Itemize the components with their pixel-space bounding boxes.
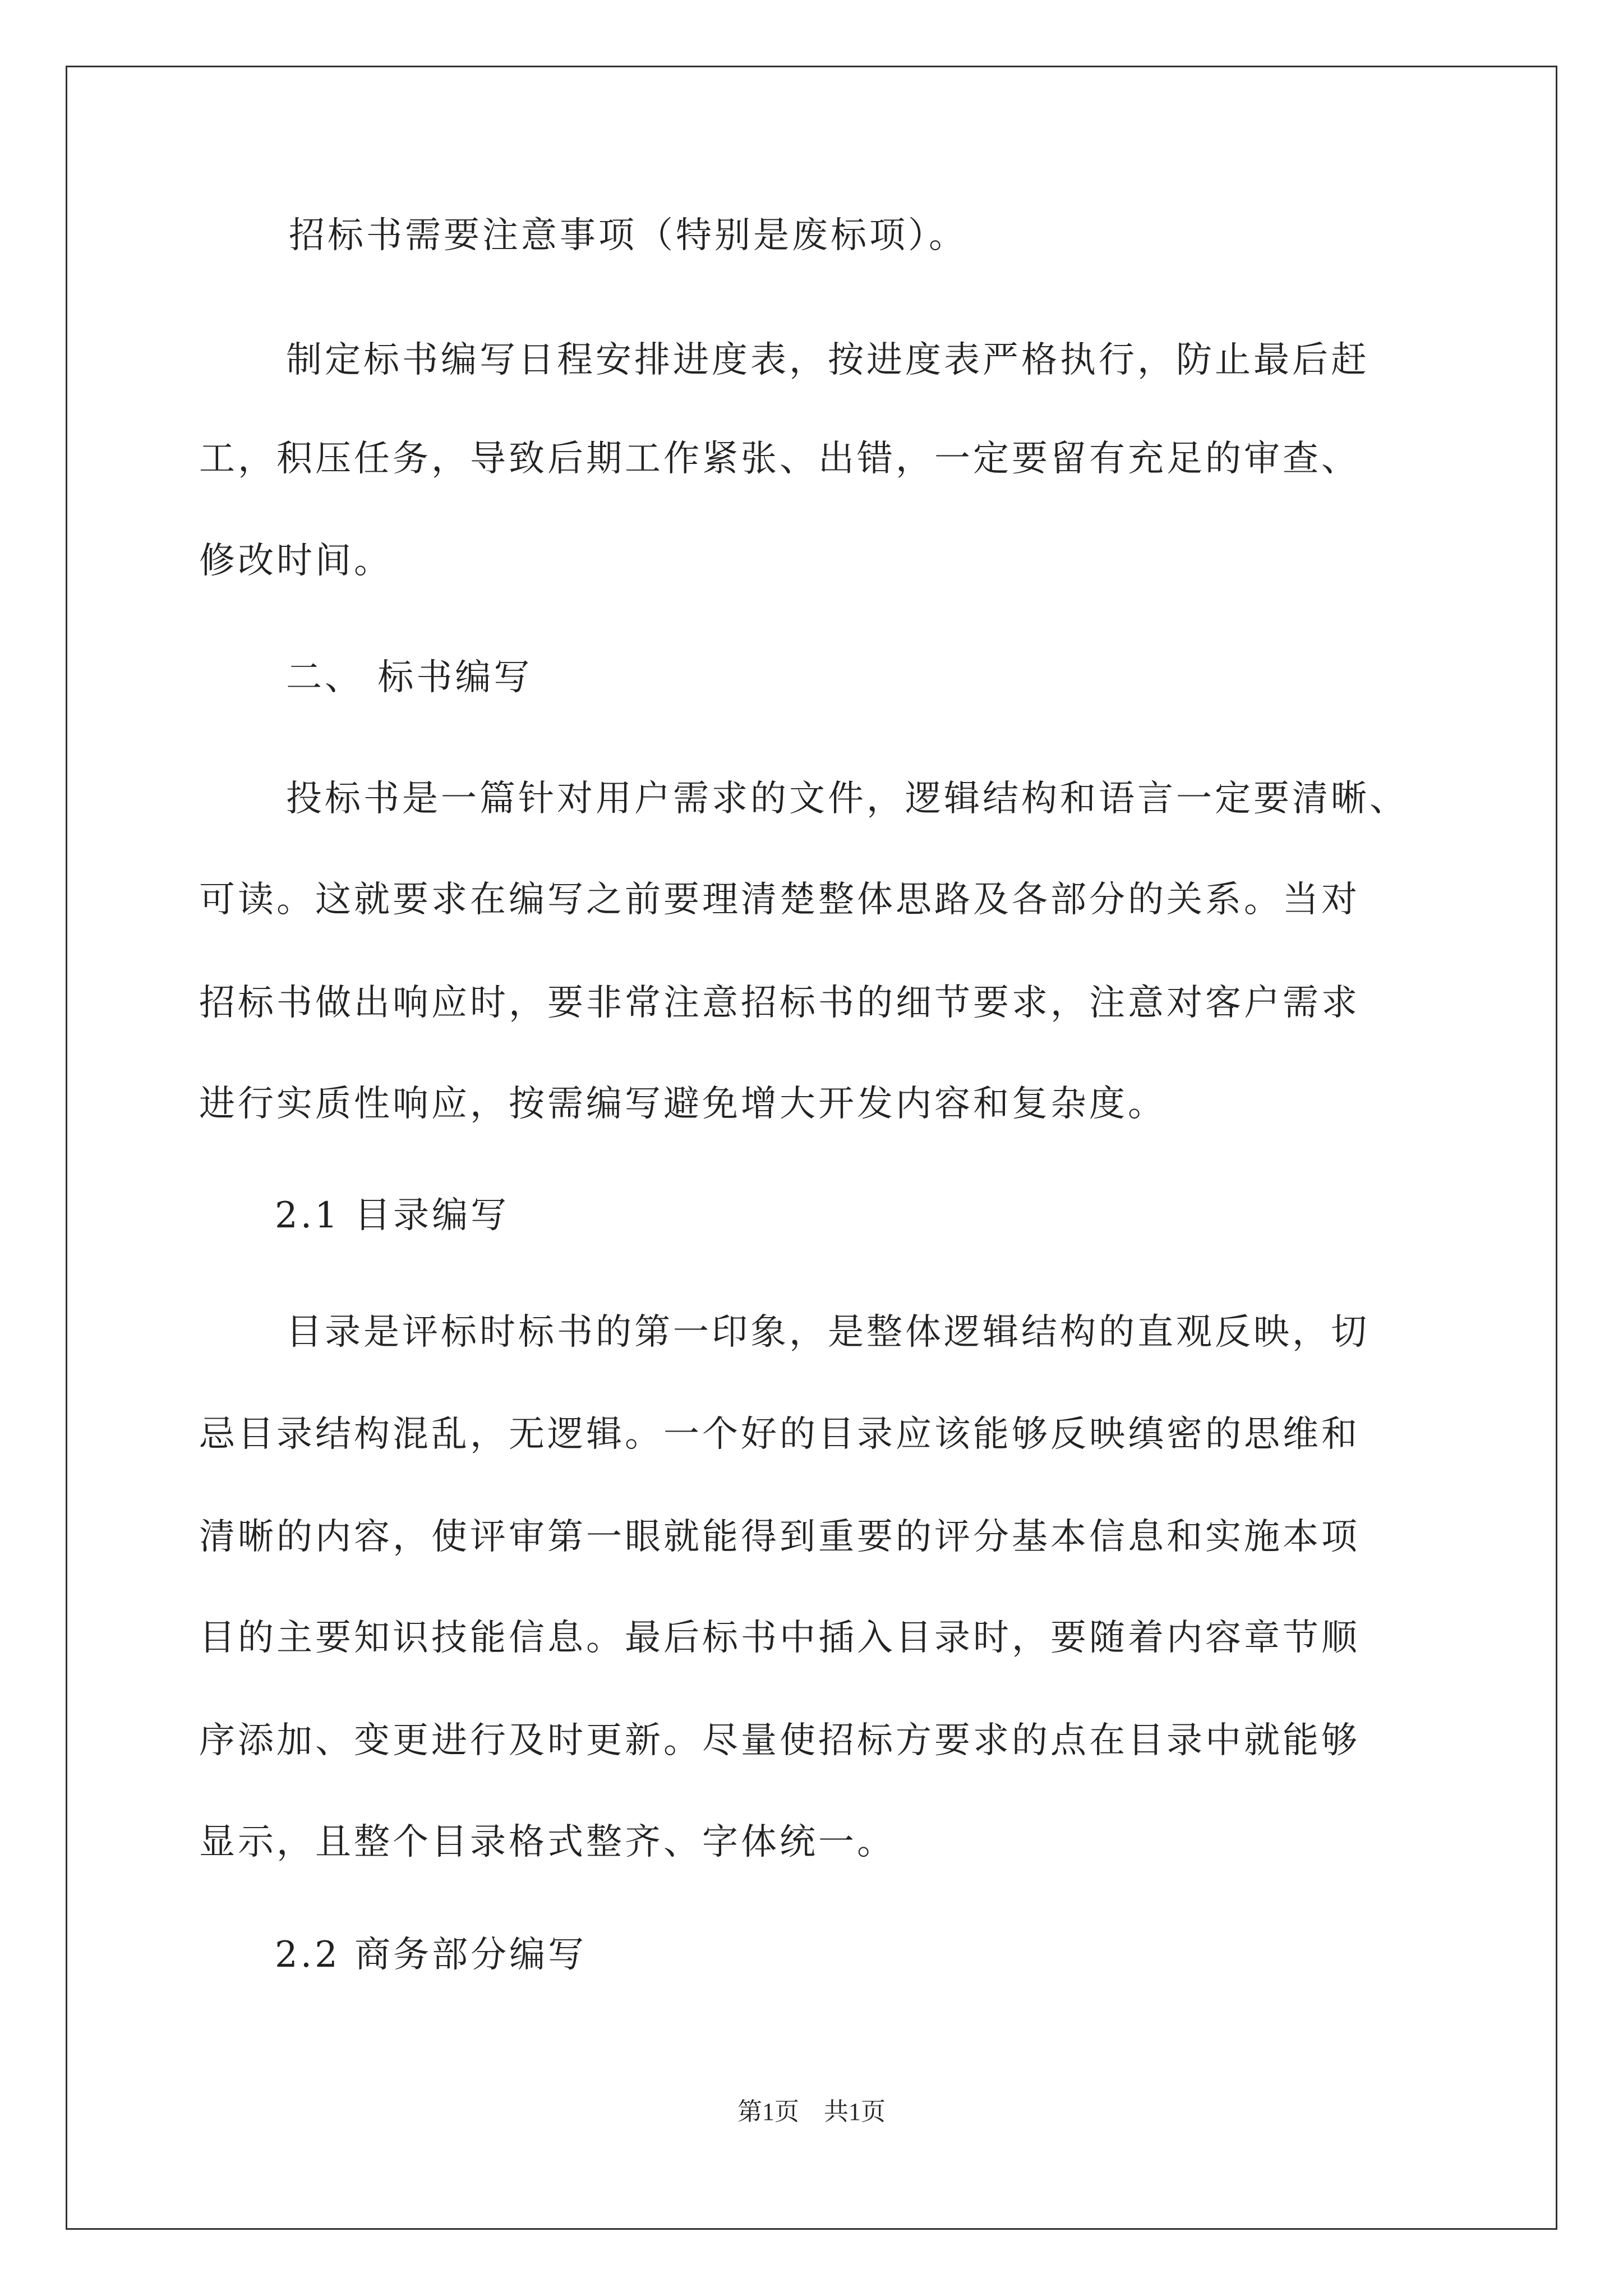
page-border — [66, 66, 1557, 2230]
paragraph-line: 招标书做出响应时，要非常注意招标书的细节要求，注意对客户需求 — [199, 982, 1360, 1024]
paragraph-line: 招标书需要注意事项（特别是废标项）。 — [289, 215, 967, 256]
subsection-heading: 2.2 商务部分编写 — [275, 1934, 587, 1976]
paragraph-line: 清晰的内容，使评审第一眼就能得到重要的评分基本信息和实施本项 — [199, 1516, 1360, 1558]
subsection-heading: 2.1 目录编写 — [275, 1195, 510, 1236]
paragraph-line: 制定标书编写日程安排进度表，按进度表严格执行，防止最后赶 — [286, 339, 1370, 381]
paragraph-line: 目录是评标时标书的第一印象，是整体逻辑结构的直观反映，切 — [286, 1312, 1370, 1353]
paragraph-line: 序添加、变更进行及时更新。尽量使招标方要求的点在目录中就能够 — [199, 1720, 1360, 1761]
paragraph-line: 忌目录结构混乱，无逻辑。一个好的目录应该能够反映缜密的思维和 — [199, 1414, 1360, 1455]
paragraph-line: 显示，且整个目录格式整齐、字体统一。 — [199, 1821, 896, 1863]
paragraph-line: 投标书是一篇针对用户需求的文件，逻辑结构和语言一定要清晰、 — [286, 778, 1408, 820]
paragraph-line: 可读。这就要求在编写之前要理清楚整体思路及各部分的关系。当对 — [199, 879, 1360, 921]
paragraph-line: 目的主要知识技能信息。最后标书中插入目录时，要随着内容章节顺 — [199, 1617, 1360, 1659]
paragraph-line: 进行实质性响应，按需编写避免增大开发内容和复杂度。 — [199, 1083, 1166, 1125]
paragraph-line: 修改时间。 — [199, 540, 393, 582]
section-heading: 二、 标书编写 — [286, 657, 533, 698]
page-footer: 第1页 共1页 — [737, 2098, 886, 2125]
paragraph-line: 工，积压任务，导致后期工作紧张、出错，一定要留有充足的审查、 — [199, 438, 1360, 480]
